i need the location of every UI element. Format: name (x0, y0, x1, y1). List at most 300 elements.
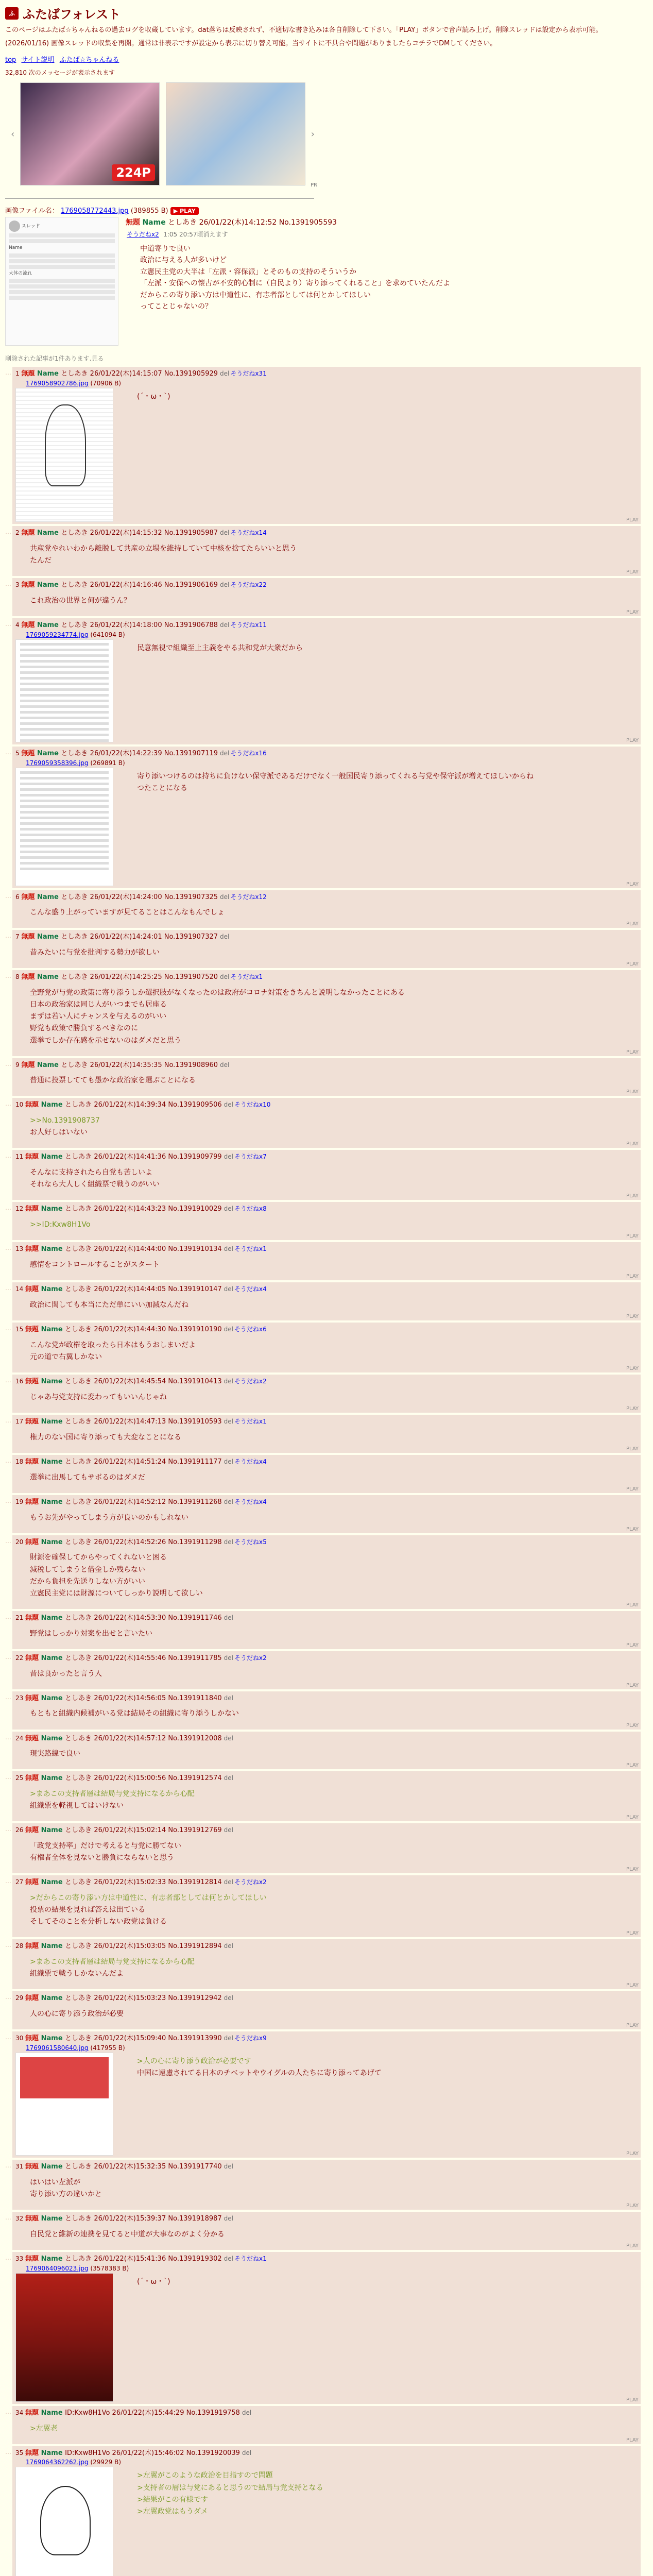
reply-play-button[interactable]: PLAY (626, 569, 639, 575)
reply-image[interactable] (15, 2053, 113, 2156)
reply-play-button[interactable]: PLAY (626, 961, 639, 968)
reply-subject: 無題 (25, 1498, 41, 1506)
reply-no[interactable]: No.1391911785 (168, 1654, 222, 1662)
reply-del-button[interactable]: del (224, 1498, 234, 1505)
reply-image[interactable] (15, 768, 113, 886)
reply-text (15, 1468, 145, 1491)
nav-top-link[interactable]: top (5, 56, 16, 64)
reply-line: 有権者全体を見ないと勝負にならないと思う (30, 1854, 174, 1862)
reply-play-button[interactable]: PLAY (626, 1406, 639, 1412)
reply-subject: 無題 (25, 2163, 41, 2171)
reply-sodane[interactable]: そうだねx4 (234, 1458, 267, 1465)
ad-banner[interactable] (8, 80, 317, 188)
reply-del-button[interactable]: del (224, 1942, 234, 1950)
reply-date: 26/01/22(木)14:24:01 (90, 933, 164, 941)
reply-del-button[interactable]: del (220, 1061, 230, 1069)
reply-no[interactable]: No.1391917740 (168, 2163, 222, 2171)
reply-body (15, 1255, 637, 1278)
reply-image[interactable] (15, 388, 113, 522)
reply-play-button[interactable]: PLAY (626, 1193, 639, 1199)
banner-pr-label: PR (311, 182, 317, 189)
reply-id: としあき (65, 1285, 94, 1294)
op-thumbnail[interactable] (5, 217, 118, 346)
image-text-line (20, 734, 109, 736)
reply-file-link[interactable]: 1769059358396.jpg (26, 759, 89, 767)
reply-index: 22 (15, 1654, 26, 1662)
reply-subject: 無題 (25, 1734, 41, 1742)
reply-index: 29 (15, 1994, 26, 2002)
reply-play-button[interactable]: PLAY (626, 1815, 639, 1821)
reply-play-button[interactable]: PLAY (626, 1930, 639, 1937)
reply-no[interactable]: No.1391910147 (168, 1285, 222, 1294)
reply-row (5, 1991, 648, 2029)
reply-del-button[interactable]: del (224, 2215, 234, 2223)
reply-row (5, 1282, 648, 1320)
reply-line: つたことになる (137, 784, 187, 792)
reply-sodane[interactable]: そうだねx14 (230, 529, 267, 537)
reply-del-button[interactable]: del (220, 933, 230, 941)
reply-file-link[interactable]: 1769059234774.jpg (26, 631, 89, 638)
reply-sodane[interactable]: そうだねx12 (230, 893, 267, 901)
reply-index: 23 (15, 1694, 26, 1702)
reply-post (12, 1098, 641, 1148)
reply-name: Name (41, 1326, 65, 1334)
reply-no[interactable]: No.1391910190 (168, 1326, 222, 1334)
reply-play-button[interactable]: PLAY (626, 1274, 639, 1280)
reply-text (15, 903, 225, 926)
reply-subject: 無題 (21, 621, 37, 629)
reply-quote: >>ID:Kxw8H1Vo (30, 1221, 91, 1229)
reply-del-button[interactable]: del (224, 2035, 234, 2042)
reply-del-button[interactable]: del (242, 2449, 252, 2456)
reply-no[interactable]: No.1391909799 (168, 1153, 222, 1161)
op-text-line: 政治に与える人が多いけど (140, 256, 227, 265)
reply-play-button[interactable]: PLAY (626, 1233, 639, 1240)
reply-no[interactable]: No.1391912894 (168, 1942, 222, 1951)
reply-image[interactable] (15, 639, 113, 742)
op-play-button[interactable]: ▶ PLAY (170, 207, 199, 215)
reply-del-button[interactable]: del (220, 749, 230, 757)
reply-del-button[interactable]: del (224, 2163, 234, 2171)
reply-text (15, 2225, 225, 2248)
reply-body (15, 2419, 637, 2442)
reply-no[interactable]: No.1391918987 (168, 2215, 222, 2223)
reply-no[interactable]: No.1391907327 (164, 933, 218, 941)
reply-subject: 無題 (21, 370, 37, 378)
reply-name: Name (41, 1654, 65, 1662)
reply-meta (15, 1204, 637, 1215)
reply-marker: … (5, 1733, 11, 1741)
reply-play-button[interactable]: PLAY (626, 1526, 639, 1532)
reply-play-button[interactable]: PLAY (626, 737, 639, 743)
reply-subject: 無題 (21, 933, 37, 941)
reply-del-button[interactable]: del (224, 1326, 234, 1333)
reply-subject: 無題 (25, 1942, 41, 1951)
reply-del-button[interactable]: del (224, 1614, 234, 1621)
reply-del-button[interactable]: del (220, 973, 230, 981)
reply-play-button[interactable]: PLAY (626, 1141, 639, 1147)
reply-row (5, 1150, 648, 1200)
op-file-link[interactable]: 1769058772443.jpg (60, 207, 129, 215)
reply-body (15, 2225, 637, 2248)
reply-row (5, 2160, 648, 2210)
reply-date: 26/01/22(木)14:51:24 (94, 1458, 168, 1466)
reply-no[interactable]: No.1391906169 (164, 581, 218, 589)
reply-file-info (15, 631, 637, 638)
reply-subject: 無題 (25, 2035, 41, 2043)
reply-meta (15, 2162, 637, 2173)
reply-play-button[interactable]: PLAY (626, 881, 639, 887)
reply-meta (15, 620, 637, 631)
reply-id: としあき (65, 1734, 94, 1742)
reply-no[interactable]: No.1391912942 (168, 1994, 222, 2003)
reply-sodane[interactable]: そうだねx2 (234, 1878, 267, 1886)
reply-no[interactable]: No.1391911298 (168, 1538, 222, 1546)
reply-meta (15, 1613, 637, 1624)
reply-del-button[interactable]: del (224, 1826, 234, 1834)
reply-play-button[interactable]: PLAY (626, 1366, 639, 1372)
reply-name: Name (41, 2163, 65, 2171)
reply-date: 26/01/22(木)14:47:13 (94, 1418, 168, 1426)
reply-row (5, 1771, 648, 1821)
reply-index: 21 (15, 1614, 26, 1621)
reply-no[interactable]: No.1391911268 (168, 1498, 222, 1506)
reply-sodane[interactable]: そうだねx4 (234, 1285, 267, 1293)
image-text-line (20, 717, 109, 719)
reply-subject: 無題 (25, 1878, 41, 1887)
reply-play-button[interactable]: PLAY (626, 1049, 639, 1055)
banner-next-icon[interactable]: › (311, 128, 315, 140)
op-post (5, 217, 648, 346)
reply-marker: … (5, 1941, 11, 1949)
reply-text (123, 2052, 382, 2156)
banner-slide-1[interactable] (20, 82, 160, 185)
reply-file-link[interactable]: 1769064096023.jpg (26, 2264, 89, 2272)
reply-file-link[interactable]: 1769061580640.jpg (26, 2044, 89, 2052)
reply-play-button[interactable]: PLAY (626, 1446, 639, 1452)
reply-post (12, 1375, 641, 1413)
reply-play-button[interactable]: PLAY (626, 2243, 639, 2249)
reply-del-button[interactable]: del (224, 1418, 234, 1425)
reply-image[interactable] (15, 2273, 113, 2402)
reply-body (15, 1428, 637, 1451)
reply-no[interactable]: No.1391910134 (168, 1245, 222, 1253)
image-block (20, 2057, 109, 2098)
image-text-line (20, 728, 109, 731)
reply-sodane[interactable]: そうだねx16 (230, 749, 267, 757)
image-text-line (20, 700, 109, 702)
reply-post (12, 526, 641, 576)
image-text-line (20, 856, 109, 859)
reply-body (15, 1111, 637, 1146)
reply-del-button[interactable]: del (224, 1734, 234, 1742)
reply-no[interactable]: No.1391913990 (168, 2035, 222, 2043)
reply-body (15, 387, 637, 522)
reply-date: 26/01/22(木)14:15:32 (90, 529, 164, 537)
banner-slide-2[interactable] (166, 82, 305, 185)
reply-row (5, 930, 648, 968)
op-meta (126, 217, 450, 240)
reply-no[interactable]: No.1391911177 (168, 1458, 222, 1466)
reply-del-button[interactable]: del (224, 1285, 234, 1293)
reply-line: 全野党が与党の政策に寄り添うしか選択肢がなくなったのは政府がコロナ対策をきちんと説明しなかったことにある (30, 989, 405, 997)
reply-no[interactable]: No.1391909506 (168, 1101, 222, 1109)
reply-no[interactable]: No.1391910029 (168, 1205, 222, 1213)
reply-line: たんだ (30, 556, 51, 565)
reply-body (15, 1952, 637, 1987)
op-no[interactable]: No.1391905593 (279, 218, 337, 227)
reply-sodane[interactable]: そうだねx4 (234, 1498, 267, 1505)
reply-sodane[interactable]: そうだねx5 (234, 1538, 267, 1546)
reply-id: としあき (61, 1061, 90, 1069)
reply-row (5, 1823, 648, 1873)
reply-play-button[interactable]: PLAY (626, 2023, 639, 2029)
reply-image[interactable] (15, 2467, 113, 2576)
reply-file-info (15, 759, 637, 767)
reply-sodane[interactable]: そうだねx8 (234, 1205, 267, 1213)
reply-index: 12 (15, 1205, 26, 1213)
reply-text (15, 1255, 160, 1278)
reply-no[interactable]: No.1391908960 (164, 1061, 218, 1069)
thread-note[interactable]: 削除された記事が1件あります.見る (5, 355, 104, 363)
reply-id: としあき (65, 1101, 94, 1109)
op-text (126, 243, 450, 312)
reply-no[interactable]: No.1391905987 (164, 529, 218, 537)
reply-sodane[interactable]: そうだねx1 (234, 1245, 267, 1253)
reply-date: 26/01/22(木)15:02:33 (94, 1878, 168, 1887)
reply-del-button[interactable]: del (224, 1774, 234, 1782)
reply-play-button[interactable]: PLAY (626, 1602, 639, 1608)
reply-post (12, 2160, 641, 2210)
reply-del-button[interactable]: del (224, 1458, 234, 1465)
op-info: 1:05 20:57頃消えます (163, 230, 228, 238)
reply-sodane[interactable]: そうだねx22 (230, 581, 267, 589)
nav-futaba-link[interactable]: ふたば☆ちゃんねる (59, 56, 119, 64)
thumb-line (9, 233, 115, 238)
reply-del-button[interactable]: del (224, 1694, 234, 1702)
reply-date: 26/01/22(木)14:56:05 (94, 1694, 168, 1702)
reply-row (5, 2446, 648, 2576)
reply-body (15, 1335, 637, 1370)
reply-play-button[interactable]: PLAY (626, 2437, 639, 2443)
reply-no[interactable]: No.1391907520 (164, 973, 218, 981)
reply-play-button[interactable]: PLAY (626, 517, 639, 523)
reply-play-button[interactable]: PLAY (626, 1867, 639, 1873)
reply-subject: 無題 (25, 1245, 41, 1253)
reply-sodane[interactable]: そうだねx10 (234, 1101, 271, 1109)
image-text-line (20, 711, 109, 714)
reply-play-button[interactable]: PLAY (626, 1314, 639, 1320)
reply-file-size: (641094 B) (88, 631, 125, 638)
reply-text (15, 1704, 239, 1727)
reply-name: Name (37, 370, 61, 378)
banner-prev-icon[interactable]: ‹ (11, 128, 15, 140)
reply-date: 26/01/22(木)14:44:30 (94, 1326, 168, 1334)
reply-no[interactable]: No.1391912814 (168, 1878, 222, 1887)
reply-del-button[interactable]: del (224, 1378, 234, 1385)
site-logo[interactable]: ふ (5, 7, 19, 20)
reply-no[interactable]: No.1391912008 (168, 1734, 222, 1742)
reply-subject: 無題 (25, 1994, 41, 2003)
reply-del-button[interactable]: del (220, 529, 230, 537)
reply-no[interactable]: No.1391919302 (168, 2255, 222, 2263)
reply-del-button[interactable]: del (242, 2409, 252, 2416)
reply-no[interactable]: No.1391906788 (164, 621, 218, 629)
reply-no[interactable]: No.1391910593 (168, 1418, 222, 1426)
reply-marker: … (5, 1244, 11, 1252)
reply-del-button[interactable]: del (220, 621, 230, 629)
reply-file-link[interactable]: 1769058902786.jpg (26, 380, 89, 387)
reply-id: としあき (65, 1205, 94, 1213)
reply-sodane[interactable]: そうだねx2 (234, 1654, 267, 1662)
reply-play-button[interactable]: PLAY (626, 1486, 639, 1492)
reply-row (5, 890, 648, 928)
reply-sodane[interactable]: そうだねx9 (234, 2035, 267, 2042)
thumb-line (9, 239, 115, 243)
reply-file-link[interactable]: 1769064362262.jpg (26, 2459, 89, 2466)
reply-del-button[interactable]: del (224, 1153, 234, 1161)
reply-sodane[interactable]: そうだねx6 (234, 1326, 267, 1333)
reply-subject: 無題 (25, 1614, 41, 1622)
reply-post (12, 1691, 641, 1730)
reply-no[interactable]: No.1391910413 (168, 1378, 222, 1386)
image-text-line (20, 705, 109, 708)
reply-no[interactable]: No.1391905929 (164, 370, 218, 378)
reply-file-info (15, 380, 637, 387)
reply-sodane[interactable]: そうだねx1 (230, 973, 263, 981)
reply-subject: 無題 (25, 2215, 41, 2223)
reply-no[interactable]: No.1391907119 (164, 749, 218, 757)
reply-line: 組織票を軽視してはいけない (30, 1802, 124, 1810)
reply-body (15, 591, 637, 614)
reply-play-button[interactable]: PLAY (626, 2203, 639, 2209)
reply-body (15, 1215, 637, 1238)
image-text-line (20, 643, 109, 646)
reply-name: Name (41, 1418, 65, 1426)
reply-row (5, 1455, 648, 1493)
reply-meta (15, 749, 637, 759)
reply-quote: >支持者の層は与党にあると思うので結局与党支持となる (137, 2483, 323, 2492)
reply-meta (15, 2408, 637, 2419)
reply-del-button[interactable]: del (224, 1101, 234, 1109)
reply-del-button[interactable]: del (224, 1245, 234, 1253)
reply-name: Name (41, 1153, 65, 1161)
reply-id: としあき (65, 1498, 94, 1506)
reply-text (15, 1548, 203, 1606)
reply-play-button[interactable]: PLAY (626, 1089, 639, 1095)
reply-body (15, 767, 637, 886)
reply-body (15, 2173, 637, 2208)
reply-play-button[interactable]: PLAY (626, 1982, 639, 1989)
reply-del-button[interactable]: del (224, 1205, 234, 1213)
reply-del-button[interactable]: del (224, 1654, 234, 1662)
reply-sodane[interactable]: そうだねx1 (234, 1418, 267, 1425)
reply-play-button[interactable]: PLAY (626, 921, 639, 927)
reply-text (15, 1888, 267, 1935)
reply-row (5, 367, 648, 524)
reply-del-button[interactable]: del (224, 1994, 234, 2002)
reply-play-button[interactable]: PLAY (626, 2151, 639, 2157)
reply-marker: … (5, 1456, 11, 1464)
reply-no[interactable]: No.1391907325 (164, 893, 218, 901)
reply-del-button[interactable]: del (220, 370, 230, 378)
nav-site-desc-link[interactable]: サイト説明 (21, 56, 55, 64)
reply-row (5, 1323, 648, 1372)
reply-play-button[interactable]: PLAY (626, 1762, 639, 1769)
reply-sodane[interactable]: そうだねx1 (234, 2255, 267, 2262)
reply-subject: 無題 (25, 1326, 41, 1334)
reply-del-button[interactable]: del (224, 2255, 234, 2262)
reply-text (15, 2173, 102, 2208)
reply-text (123, 2272, 170, 2402)
reply-name: Name (37, 621, 61, 629)
reply-no[interactable]: No.1391911840 (168, 1694, 222, 1702)
reply-play-button[interactable]: PLAY (626, 1722, 639, 1728)
reply-sodane[interactable]: そうだねx7 (234, 1153, 267, 1161)
reply-line: こんな盛り上がっていますが見てることはこんなもんでしょ (30, 908, 225, 917)
reply-post (12, 970, 641, 1056)
reply-id: としあき (65, 2035, 94, 2043)
reply-no[interactable]: No.1391912574 (168, 1774, 222, 1783)
reply-sodane[interactable]: そうだねx11 (230, 621, 267, 629)
reply-no[interactable]: No.1391919758 (186, 2409, 240, 2417)
sub-line: 32,810 次のメッセージが表示されます (5, 69, 115, 77)
reply-name: Name (37, 1061, 61, 1069)
reply-name: Name (41, 1245, 65, 1253)
reply-sodane[interactable]: そうだねx31 (230, 370, 267, 378)
reply-del-button[interactable]: del (224, 1538, 234, 1546)
reply-no[interactable]: No.1391912769 (168, 1826, 222, 1835)
reply-sodane[interactable]: そうだねx2 (234, 1378, 267, 1385)
reply-text (15, 1664, 102, 1687)
reply-play-button[interactable]: PLAY (626, 2397, 639, 2403)
reply-id: としあき (65, 1994, 94, 2003)
site-notice (5, 25, 648, 49)
reply-play-button[interactable]: PLAY (626, 1682, 639, 1688)
site-title[interactable]: ふたばフォレスト (23, 7, 121, 22)
reply-post (12, 1991, 641, 2029)
reply-file-info (15, 2265, 637, 2272)
reply-marker: … (5, 2254, 11, 2261)
reply-no[interactable]: No.1391911746 (168, 1614, 222, 1622)
reply-date: 26/01/22(木)15:09:40 (94, 2035, 168, 2043)
reply-name: Name (41, 1878, 65, 1887)
reply-no[interactable]: No.1391920039 (186, 2449, 240, 2457)
reply-date: 26/01/22(木)15:46:02 (112, 2449, 186, 2457)
reply-quote: >だからこの寄り添い方は中道性に、有志者部としては何とかしてほしい (30, 1894, 267, 1903)
reply-play-button[interactable]: PLAY (626, 609, 639, 615)
reply-del-button[interactable]: del (220, 893, 230, 901)
op-text-line: 「左派・安保への懐古が不安的心制に（自民より）寄り添ってくれること」を求めていたんだよ (140, 279, 450, 288)
reply-del-button[interactable]: del (224, 1878, 234, 1886)
reply-line: 共産党やれいわから離脱して共産の立場を維持していて中核を捨てたらいいと思う (30, 544, 297, 553)
reply-row (5, 526, 648, 576)
reply-name: Name (41, 1994, 65, 2003)
reply-post (12, 2446, 641, 2576)
reply-index: 24 (15, 1734, 26, 1742)
reply-del-button[interactable]: del (220, 581, 230, 589)
reply-subject: 無題 (25, 2449, 41, 2457)
op-sodane[interactable]: そうだねx2 (127, 230, 159, 238)
reply-name: Name (41, 1826, 65, 1835)
reply-row (5, 1495, 648, 1533)
reply-post (12, 2212, 641, 2250)
reply-meta (15, 1693, 637, 1704)
reply-line: 感情をコントロールすることがスタート (30, 1261, 160, 1269)
reply-line: もうお先がやってしまう方が良いのかもしれない (30, 1513, 188, 1522)
reply-play-button[interactable]: PLAY (626, 1642, 639, 1648)
reply-body (15, 1508, 637, 1531)
